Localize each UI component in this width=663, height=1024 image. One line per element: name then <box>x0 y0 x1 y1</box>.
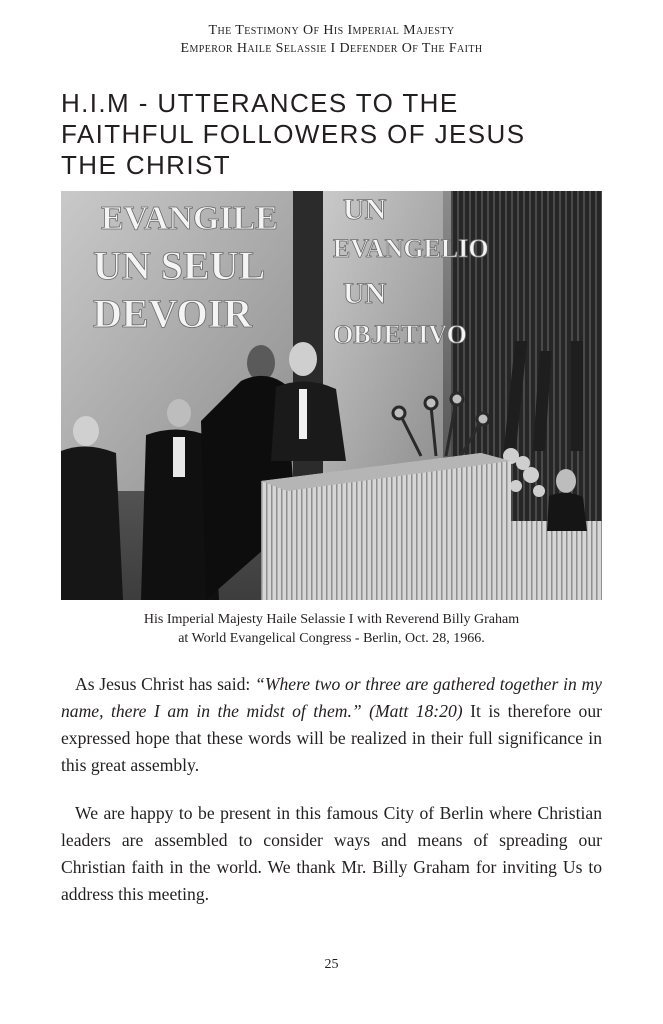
banner-right-line-3: UN <box>343 277 387 310</box>
chapter-title <box>61 88 621 181</box>
running-head-line-1: The Testimony Of His Imperial Majesty <box>208 23 455 38</box>
running-head <box>0 22 663 58</box>
paragraph-1-rest: It is therefore our expressed hope that these words will be realized in their full significance in this great assembly. <box>61 701 603 775</box>
caption-line-2: at World Evangelical Congress - Berlin, Oct. 28, 1966. <box>178 631 485 646</box>
chapter-title-line-2: FAITHFUL FOLLOWERS OF JESUS <box>61 119 526 149</box>
chapter-title-line-1: H.I.M - UTTERANCES TO THE <box>61 88 459 118</box>
banner-right-line-2: EVANGELIO <box>333 234 489 263</box>
banner-left-line-1: EVANGILE <box>101 200 278 237</box>
banner-right-line-1: UN <box>343 193 387 226</box>
banner-right-line-4: OBJETIVO <box>333 320 467 349</box>
paragraph-1-intro: As Jesus Christ has said: <box>75 674 256 694</box>
photo-caption <box>61 610 602 648</box>
scripture-quote: “Where two or three are gathered together in my name, there I am in the midst of them.” (Matt 18:20) <box>61 674 602 721</box>
caption-line-1: His Imperial Majesty Haile Selassie I with Reverend Billy Graham <box>143 612 520 627</box>
running-head-line-2: Emperor Haile Selassie I Defender Of The Faith <box>180 41 483 56</box>
banner-left-line-3: DEVOIR <box>93 291 253 336</box>
chapter-title-line-3: THE CHRIST <box>61 150 231 180</box>
historical-photo <box>61 191 602 600</box>
paragraph-1 <box>61 671 602 779</box>
banner-left-line-2: UN SEUL <box>93 243 266 288</box>
page-number: 25 <box>324 957 339 972</box>
paragraph-2: We are happy to be present in this famous City of Berlin where Christian leaders are assembled to consider ways and means of spreading our Christian faith in the world. We thank Mr. Billy Graham for inviting Us to address this meeting. <box>61 803 602 904</box>
